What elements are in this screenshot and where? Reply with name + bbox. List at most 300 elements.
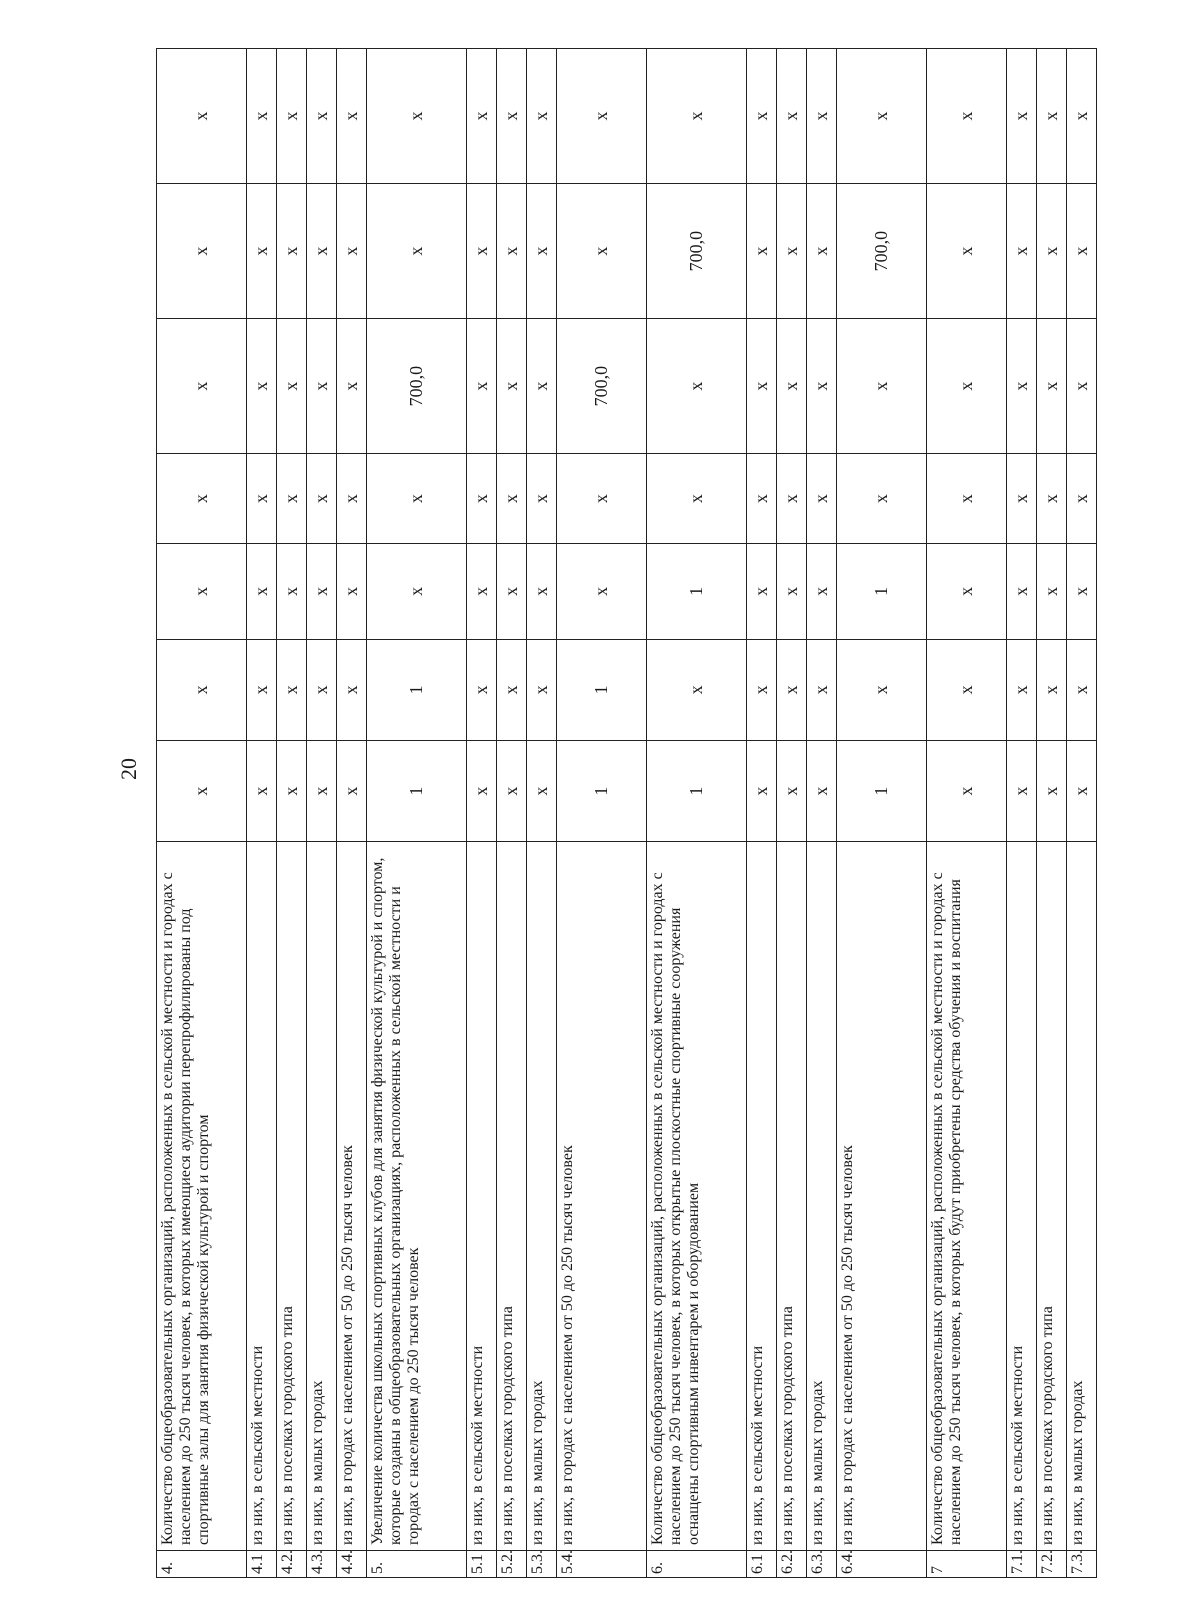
row-label: Количество общеобразовательных организаций, расположенных в сельской местности и городах с населением до 250 тысяч человек, в которых открытые плоскостные спортивные сооружения оснащены спортивным инвентарем и оборудованием (647, 842, 747, 1551)
value-cell (367, 544, 467, 640)
value-cell (837, 184, 927, 319)
value-cell (367, 639, 467, 740)
row-label: из них, в городах с населением от 50 до 250 тысяч человек (337, 842, 367, 1551)
cell-value: x (751, 786, 772, 796)
value-cell (747, 319, 777, 454)
value-cell (1037, 454, 1067, 544)
cell-value: 700,0 (406, 365, 427, 407)
cell-value: x (311, 494, 332, 504)
row-label: из них, в малых городах (807, 842, 837, 1551)
row-number: 5.4. (557, 1551, 647, 1578)
cell-value: 1 (406, 685, 427, 695)
value-cell (337, 454, 367, 544)
value-cell (307, 639, 337, 740)
value-cell (247, 454, 277, 544)
cell-value: x (591, 494, 612, 504)
value-cell (777, 184, 807, 319)
value-cell (1007, 454, 1037, 544)
value-cell (307, 454, 337, 544)
value-cell (157, 740, 247, 841)
value-cell (647, 454, 747, 544)
row-number: 7.3. (1067, 1551, 1097, 1578)
table-row (807, 49, 837, 1578)
cell-value: x (531, 494, 552, 504)
cell-value: x (781, 381, 802, 391)
cell-value: 700,0 (686, 230, 707, 272)
value-cell (467, 544, 497, 640)
value-cell (557, 544, 647, 640)
table-row (157, 49, 247, 1578)
row-label: из них, в поселках городского типа (277, 842, 307, 1551)
cell-value: x (251, 246, 272, 256)
table-row (367, 49, 467, 1578)
table-row (747, 49, 777, 1578)
value-cell (367, 740, 467, 841)
cell-value: x (686, 685, 707, 695)
cell-value: x (251, 111, 272, 121)
value-cell (747, 454, 777, 544)
row-number: 5.3. (527, 1551, 557, 1578)
value-cell (777, 319, 807, 454)
cell-value: x (1041, 494, 1062, 504)
value-cell (837, 639, 927, 740)
value-cell (1007, 184, 1037, 319)
table-row (927, 49, 1007, 1578)
value-cell (927, 740, 1007, 841)
value-cell (807, 319, 837, 454)
row-label: из них, в сельской местности (247, 842, 277, 1551)
row-number: 6.1 (747, 1551, 777, 1578)
row-label: из них, в малых городах (527, 842, 557, 1551)
cell-value: x (591, 246, 612, 256)
value-cell (467, 319, 497, 454)
cell-value: x (686, 111, 707, 121)
value-cell (647, 184, 747, 319)
value-cell (837, 740, 927, 841)
cell-value: x (341, 381, 362, 391)
cell-value: x (1011, 494, 1032, 504)
value-cell (497, 49, 527, 184)
value-cell (1067, 184, 1097, 319)
value-cell (497, 740, 527, 841)
value-cell (467, 639, 497, 740)
cell-value: x (341, 786, 362, 796)
row-number: 7 (927, 1551, 1007, 1578)
cell-value: x (591, 586, 612, 596)
value-cell (337, 740, 367, 841)
value-cell (307, 184, 337, 319)
value-cell (1007, 740, 1037, 841)
value-cell (1037, 49, 1067, 184)
row-label: из них, в поселках городского типа (777, 842, 807, 1551)
value-cell (337, 319, 367, 454)
value-cell (277, 49, 307, 184)
value-cell (277, 184, 307, 319)
cell-value: x (531, 381, 552, 391)
value-cell (247, 544, 277, 640)
cell-value: x (281, 786, 302, 796)
value-cell (527, 544, 557, 640)
value-cell (837, 319, 927, 454)
value-cell (1037, 184, 1067, 319)
value-cell (557, 639, 647, 740)
value-cell (807, 740, 837, 841)
cell-value: x (406, 111, 427, 121)
cell-value: x (501, 246, 522, 256)
cell-value: x (751, 246, 772, 256)
value-cell (1007, 319, 1037, 454)
table-row (337, 49, 367, 1578)
cell-value: x (751, 111, 772, 121)
value-cell (277, 319, 307, 454)
cell-value: x (406, 586, 427, 596)
row-number: 7.1. (1007, 1551, 1037, 1578)
value-cell (367, 184, 467, 319)
value-cell (527, 740, 557, 841)
cell-value: x (341, 586, 362, 596)
cell-value: x (471, 494, 492, 504)
table-row (837, 49, 927, 1578)
value-cell (307, 740, 337, 841)
cell-value: x (1071, 586, 1092, 596)
row-number: 4.3. (307, 1551, 337, 1578)
cell-value: x (311, 786, 332, 796)
cell-value: x (191, 494, 212, 504)
cell-value: x (1011, 786, 1032, 796)
cell-value: x (811, 586, 832, 596)
cell-value: x (1011, 586, 1032, 596)
cell-value: x (531, 246, 552, 256)
value-cell (647, 49, 747, 184)
row-number: 6.4. (837, 1551, 927, 1578)
row-label: из них, в сельской местности (1007, 842, 1037, 1551)
cell-value: x (781, 586, 802, 596)
value-cell (337, 49, 367, 184)
cell-value: x (686, 494, 707, 504)
value-cell (777, 49, 807, 184)
cell-value: x (811, 494, 832, 504)
row-number: 4. (157, 1551, 247, 1578)
cell-value: x (501, 685, 522, 695)
value-cell (337, 184, 367, 319)
value-cell (307, 544, 337, 640)
value-cell (1067, 740, 1097, 841)
cell-value: x (811, 246, 832, 256)
value-cell (497, 184, 527, 319)
cell-value: x (251, 786, 272, 796)
value-cell (837, 49, 927, 184)
cell-value: x (531, 786, 552, 796)
cell-value: x (781, 494, 802, 504)
value-cell (1067, 319, 1097, 454)
value-cell (777, 454, 807, 544)
cell-value: x (471, 786, 492, 796)
value-cell (1067, 639, 1097, 740)
cell-value: x (191, 786, 212, 796)
cell-value: x (311, 381, 332, 391)
cell-value: x (1011, 381, 1032, 391)
value-cell (467, 184, 497, 319)
value-cell (1037, 544, 1067, 640)
value-cell (497, 639, 527, 740)
value-cell (337, 639, 367, 740)
cell-value: x (1041, 381, 1062, 391)
cell-value: x (531, 111, 552, 121)
cell-value: x (281, 685, 302, 695)
cell-value: x (956, 685, 977, 695)
value-cell (157, 639, 247, 740)
value-cell (647, 319, 747, 454)
value-cell (927, 319, 1007, 454)
value-cell (747, 49, 777, 184)
cell-value: x (311, 586, 332, 596)
cell-value: x (781, 685, 802, 695)
table-row (307, 49, 337, 1578)
row-number: 5.2. (497, 1551, 527, 1578)
cell-value: x (1041, 246, 1062, 256)
cell-value: x (341, 494, 362, 504)
cell-value: x (281, 246, 302, 256)
value-cell (557, 454, 647, 544)
value-cell (1067, 544, 1097, 640)
row-label: из них, в сельской местности (467, 842, 497, 1551)
cell-value: x (311, 111, 332, 121)
cell-value: x (871, 381, 892, 391)
value-cell (747, 740, 777, 841)
cell-value: x (1071, 381, 1092, 391)
cell-value: x (871, 494, 892, 504)
value-cell (527, 454, 557, 544)
table-row (557, 49, 647, 1578)
value-cell (527, 319, 557, 454)
value-cell (247, 184, 277, 319)
value-cell (927, 184, 1007, 319)
value-cell (157, 319, 247, 454)
cell-value: 1 (871, 586, 892, 596)
value-cell (557, 740, 647, 841)
cell-value: x (1041, 786, 1062, 796)
table-row (1037, 49, 1067, 1578)
cell-value: x (1071, 111, 1092, 121)
value-cell (277, 454, 307, 544)
value-cell (837, 454, 927, 544)
cell-value: x (471, 586, 492, 596)
table-row (467, 49, 497, 1578)
value-cell (1007, 639, 1037, 740)
value-cell (927, 49, 1007, 184)
cell-value: x (281, 586, 302, 596)
cell-value: x (591, 111, 612, 121)
row-number: 6.3. (807, 1551, 837, 1578)
value-cell (247, 49, 277, 184)
cell-value: 700,0 (591, 365, 612, 407)
cell-value: x (811, 381, 832, 391)
cell-value: x (781, 786, 802, 796)
cell-value: x (191, 246, 212, 256)
cell-value: x (1011, 685, 1032, 695)
row-label: Количество общеобразовательных организаций, расположенных в сельской местности и городах с населением до 250 тысяч человек, в которых имеющиеся аудитории перепрофилированы под спортивные залы для занятия физической культурой и спортом (157, 842, 247, 1551)
cell-value: x (471, 246, 492, 256)
cell-value: x (501, 494, 522, 504)
cell-value: x (751, 494, 772, 504)
cell-value: x (251, 685, 272, 695)
value-cell (367, 454, 467, 544)
value-cell (927, 454, 1007, 544)
row-number: 6. (647, 1551, 747, 1578)
value-cell (807, 49, 837, 184)
value-cell (807, 544, 837, 640)
value-cell (1007, 49, 1037, 184)
cell-value: x (501, 111, 522, 121)
cell-value: x (811, 786, 832, 796)
value-cell (557, 319, 647, 454)
cell-value: x (281, 111, 302, 121)
table-row (247, 49, 277, 1578)
value-cell (807, 184, 837, 319)
cell-value: x (1071, 494, 1092, 504)
table-row (777, 49, 807, 1578)
cell-value: x (501, 381, 522, 391)
cell-value: x (281, 381, 302, 391)
cell-value: x (751, 381, 772, 391)
row-number: 7.2. (1037, 1551, 1067, 1578)
cell-value: x (751, 685, 772, 695)
table-row (1067, 49, 1097, 1578)
cell-value: x (1011, 246, 1032, 256)
value-cell (747, 184, 777, 319)
value-cell (277, 544, 307, 640)
cell-value: 700,0 (871, 230, 892, 272)
value-cell (157, 184, 247, 319)
cell-value: x (956, 246, 977, 256)
cell-value: x (1041, 586, 1062, 596)
value-cell (1037, 319, 1067, 454)
value-cell (1067, 454, 1097, 544)
cell-value: x (811, 685, 832, 695)
cell-value: x (686, 381, 707, 391)
cell-value: 1 (686, 586, 707, 596)
cell-value: x (471, 685, 492, 695)
cell-value: x (406, 246, 427, 256)
row-number: 4.1 (247, 1551, 277, 1578)
value-cell (247, 319, 277, 454)
cell-value: 1 (591, 786, 612, 796)
row-number: 4.4. (337, 1551, 367, 1578)
row-label: из них, в малых городах (1067, 842, 1097, 1551)
row-label: из них, в поселках городского типа (1037, 842, 1067, 1551)
value-cell (1037, 740, 1067, 841)
value-cell (247, 740, 277, 841)
value-cell (1067, 49, 1097, 184)
cell-value: x (1041, 111, 1062, 121)
cell-value: x (191, 685, 212, 695)
value-cell (647, 544, 747, 640)
cell-value: x (531, 586, 552, 596)
cell-value: x (871, 685, 892, 695)
cell-value: 1 (871, 786, 892, 796)
value-cell (927, 639, 1007, 740)
value-cell (247, 639, 277, 740)
row-number: 6.2. (777, 1551, 807, 1578)
page-number: 20 (116, 758, 141, 780)
value-cell (157, 454, 247, 544)
cell-value: x (406, 494, 427, 504)
row-number: 4.2. (277, 1551, 307, 1578)
value-cell (647, 740, 747, 841)
value-cell (557, 184, 647, 319)
cell-value: x (781, 111, 802, 121)
table-row (647, 49, 747, 1578)
value-cell (927, 544, 1007, 640)
value-cell (807, 639, 837, 740)
cell-value: x (956, 786, 977, 796)
value-cell (367, 319, 467, 454)
value-cell (807, 454, 837, 544)
value-cell (277, 740, 307, 841)
row-label: из них, в городах с населением от 50 до 250 тысяч человек (557, 842, 647, 1551)
cell-value: x (811, 111, 832, 121)
cell-value: x (471, 111, 492, 121)
value-cell (557, 49, 647, 184)
cell-value: x (501, 786, 522, 796)
cell-value: x (341, 246, 362, 256)
value-cell (367, 49, 467, 184)
value-cell (497, 319, 527, 454)
table-row (527, 49, 557, 1578)
cell-value: x (1071, 685, 1092, 695)
row-label: из них, в малых городах (307, 842, 337, 1551)
value-cell (307, 49, 337, 184)
value-cell (307, 319, 337, 454)
value-cell (777, 740, 807, 841)
row-label: Количество общеобразовательных организаций, расположенных в сельской местности и городах с населением до 250 тысяч человек, в которых будут приобретены средства обучения и воспитания (927, 842, 1007, 1551)
row-number: 5.1 (467, 1551, 497, 1578)
value-cell (497, 544, 527, 640)
cell-value: x (281, 494, 302, 504)
value-cell (497, 454, 527, 544)
cell-value: x (311, 246, 332, 256)
data-table (156, 48, 1097, 1578)
row-label: Увеличение количества школьных спортивных клубов для занятия физической культурой и спортом, которые созданы в общеобразовательных организациях, расположенных в сельской местности и городах с населением до 250 тысяч человек (367, 842, 467, 1551)
value-cell (157, 544, 247, 640)
value-cell (747, 544, 777, 640)
cell-value: x (191, 111, 212, 121)
rotated-table-container (156, 48, 1092, 1578)
value-cell (467, 740, 497, 841)
cell-value: x (251, 494, 272, 504)
cell-value: x (871, 111, 892, 121)
cell-value: x (531, 685, 552, 695)
row-number: 5. (367, 1551, 467, 1578)
row-label: из них, в городах с населением от 50 до 250 тысяч человек (837, 842, 927, 1551)
cell-value: x (1041, 685, 1062, 695)
value-cell (337, 544, 367, 640)
cell-value: x (956, 381, 977, 391)
value-cell (747, 639, 777, 740)
value-cell (837, 544, 927, 640)
cell-value: x (956, 111, 977, 121)
cell-value: 1 (406, 786, 427, 796)
cell-value: x (956, 494, 977, 504)
cell-value: x (341, 685, 362, 695)
cell-value: x (191, 381, 212, 391)
value-cell (527, 184, 557, 319)
value-cell (467, 49, 497, 184)
cell-value: x (311, 685, 332, 695)
cell-value: x (251, 381, 272, 391)
value-cell (277, 639, 307, 740)
value-cell (527, 639, 557, 740)
